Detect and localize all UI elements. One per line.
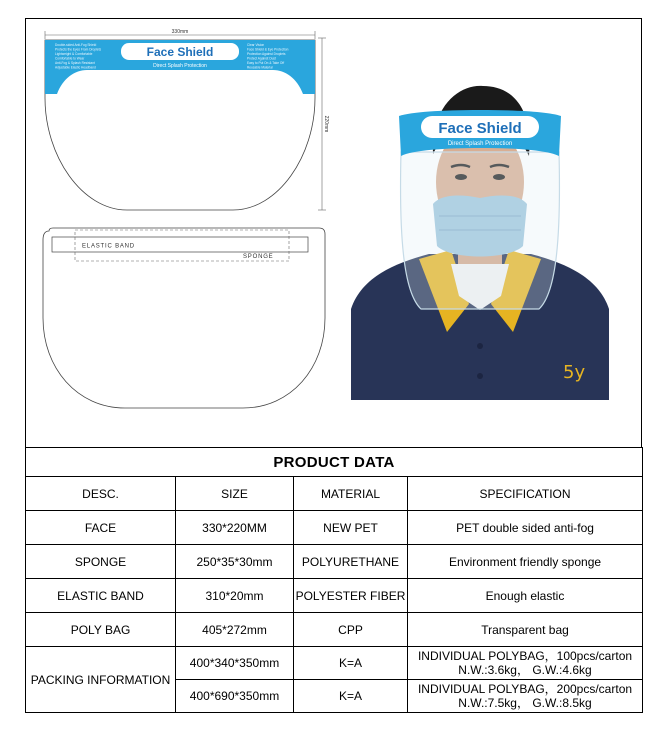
row-sponge-size: 250*35*30mm — [176, 545, 294, 579]
svg-text:Protects the Eyes From Droplet: Protects the Eyes From Droplets — [55, 47, 102, 52]
row-elastic-size: 310*20mm — [176, 579, 294, 613]
brand-title: Face Shield — [146, 45, 214, 59]
svg-text:Easy to Put On & Take Off: Easy to Put On & Take Off — [247, 61, 285, 65]
headband-title: Face Shield — [438, 120, 522, 137]
sponge-label: SPONGE — [243, 254, 274, 260]
svg-text:Comfortable to Wear: Comfortable to Wear — [55, 56, 85, 61]
svg-text:Lightweight & Comfortable: Lightweight & Comfortable — [55, 52, 93, 56]
svg-text:Face Shield & Eye Protection: Face Shield & Eye Protection — [247, 47, 289, 52]
svg-text:Reusable Material: Reusable Material — [247, 65, 273, 70]
packing-label: PACKING INFORMATION — [26, 647, 176, 713]
table-row — [26, 613, 643, 647]
packing-spec-1-line2: N.W.:3.6kg， G.W.:4.6kg — [458, 663, 592, 677]
row-face-desc: FACE — [26, 511, 176, 545]
header-desc: DESC. — [26, 477, 176, 511]
row-face-spec: PET double sided anti-fog — [408, 511, 643, 545]
row-face-size: 330*220MM — [176, 511, 294, 545]
header-row — [26, 477, 643, 511]
row-polybag-desc: POLY BAG — [26, 613, 176, 647]
row-elastic-material: POLYESTER FIBER — [294, 579, 408, 613]
packing-spec-1-line1: INDIVIDUAL POLYBAG，100pcs/carton — [417, 649, 633, 663]
row-sponge-desc: SPONGE — [26, 545, 176, 579]
elastic-band-label: ELASTIC BAND — [82, 243, 135, 250]
height-dimension-label: 220mm — [323, 115, 329, 133]
header-specification: SPECIFICATION — [408, 477, 643, 511]
row-sponge-material: POLYURETHANE — [294, 545, 408, 579]
row-elastic-desc: ELASTIC BAND — [26, 579, 176, 613]
table-row — [26, 545, 643, 579]
table-row — [26, 511, 643, 545]
clear-shield — [401, 152, 560, 309]
packing-size-1: 400*340*350mm — [176, 647, 294, 680]
packing-material-2: K=A — [294, 680, 408, 713]
shirt-logo: 5y — [563, 362, 586, 383]
technical-drawing — [33, 26, 333, 416]
svg-text:Adjustable Elastic Headband: Adjustable Elastic Headband — [55, 65, 96, 70]
width-dimension-label: 330mm — [171, 29, 189, 35]
packing-spec-1 — [408, 647, 643, 680]
packing-spec-2-line2: N.W.:7.5kg， G.W.:8.5kg — [458, 696, 592, 710]
table-row — [26, 647, 643, 680]
product-photo — [351, 64, 609, 400]
product-data-table — [25, 447, 643, 713]
header-material: MATERIAL — [294, 477, 408, 511]
svg-text:Double-sided Anti-Fog Shield: Double-sided Anti-Fog Shield — [55, 43, 97, 47]
row-sponge-spec: Environment friendly sponge — [408, 545, 643, 579]
brand-subtitle: Direct Splash Protection — [153, 63, 207, 69]
table-title: PRODUCT DATA — [26, 448, 643, 477]
row-elastic-spec: Enough elastic — [408, 579, 643, 613]
svg-text:Clear Vision: Clear Vision — [247, 43, 265, 47]
packing-spec-2 — [408, 680, 643, 713]
table-row — [26, 579, 643, 613]
packing-material-1: K=A — [294, 647, 408, 680]
header-size: SIZE — [176, 477, 294, 511]
row-polybag-spec: Transparent bag — [408, 613, 643, 647]
svg-text:Protection Against Droplets: Protection Against Droplets — [247, 52, 286, 56]
svg-text:Protect Against Dust: Protect Against Dust — [247, 56, 276, 61]
shield-back-outline — [43, 228, 325, 408]
packing-spec-2-line1: INDIVIDUAL POLYBAG，200pcs/carton — [417, 682, 633, 696]
row-face-material: NEW PET — [294, 511, 408, 545]
headband-subtitle: Direct Splash Protection — [447, 141, 513, 147]
row-polybag-material: CPP — [294, 613, 408, 647]
packing-size-2: 400*690*350mm — [176, 680, 294, 713]
svg-text:Anti-Fog & Splash Resistant: Anti-Fog & Splash Resistant — [55, 61, 95, 65]
row-polybag-size: 405*272mm — [176, 613, 294, 647]
